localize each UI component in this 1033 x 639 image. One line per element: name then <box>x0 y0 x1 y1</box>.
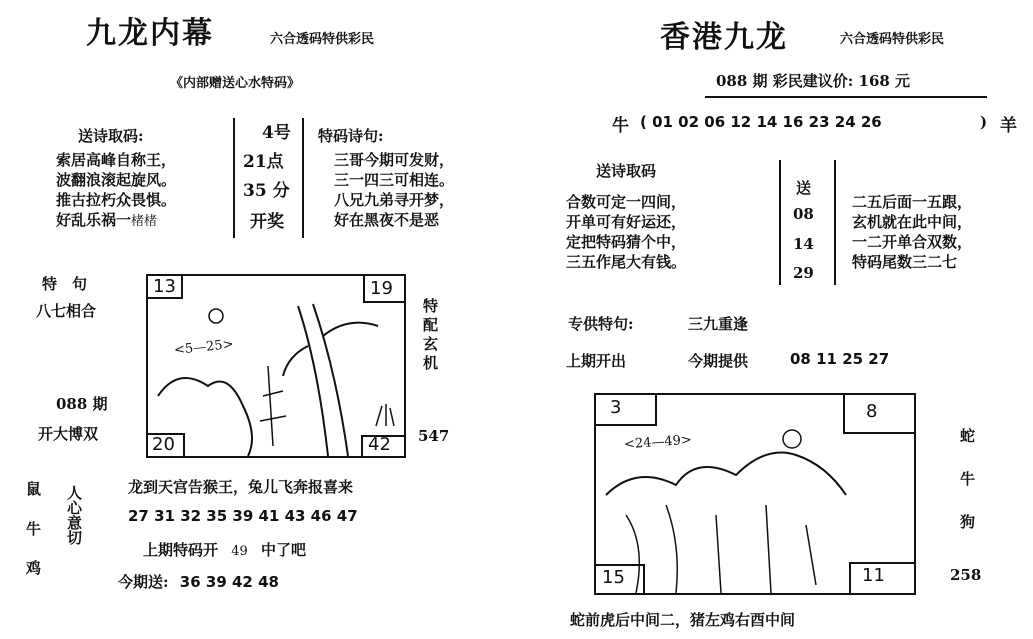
special-poem-line: 三一四三可相连。 <box>334 171 455 189</box>
ox-left: 牛 <box>612 116 629 136</box>
left-poem-line: 推古拉朽众畏惧。 <box>56 191 177 209</box>
zodiac-ox: 牛 <box>26 520 42 538</box>
right-footer: 蛇前虎后中间二，猪左鸡右酉中间 <box>570 611 796 629</box>
left-side-vertical: 特配玄机 <box>421 298 439 374</box>
today-label: 今期送: <box>118 573 169 591</box>
send-box-number: 29 <box>793 264 814 282</box>
send-box-number: 14 <box>793 235 814 253</box>
left-numbers: 27 31 32 35 39 41 43 46 47 <box>128 507 358 525</box>
right-sketch <box>594 393 916 595</box>
zodiac-rooster: 鸡 <box>26 559 42 577</box>
dragon-line: 龙到天宫告猴王，兔儿飞奔报喜来 <box>128 478 354 496</box>
draw-date: 4号 <box>262 123 291 143</box>
special-phrase: 八七相合 <box>36 302 97 320</box>
last-issue <box>143 539 306 560</box>
right-today-label: 今期提供 <box>688 352 749 370</box>
draw-open: 开奖 <box>250 212 284 232</box>
today-numbers: 36 39 42 48 <box>179 573 279 591</box>
special-poem-line: 八兄九弟寻开梦， <box>334 191 455 209</box>
left-side-number: 547 <box>418 427 450 445</box>
heart-label: 人心意切 <box>65 485 83 545</box>
special-poem-line: 好在黑夜不是恶 <box>334 211 440 229</box>
left-issue-result: 开大博双 <box>38 425 99 443</box>
right-title: 香港九龙 <box>660 20 788 55</box>
send-box-number: 08 <box>793 205 814 223</box>
zodiac-ox: 牛 <box>960 470 976 488</box>
zodiac-dog: 狗 <box>960 513 976 531</box>
sketch-number: 8 <box>866 401 878 422</box>
sketch-scribble: <24—49> <box>623 432 693 453</box>
sketch-number: 20 <box>152 434 175 455</box>
left-tagline: 六合透码特供彩民 <box>270 32 375 47</box>
zodiac-snake: 蛇 <box>960 427 976 445</box>
draw-hour: 21点 <box>243 152 284 172</box>
special-phrase-label: 特 句 <box>42 275 88 293</box>
sketch-number: 42 <box>368 434 391 455</box>
special-poem-label: 特码诗句: <box>318 127 384 145</box>
right-poem-label: 送诗取码 <box>596 162 657 180</box>
price-line: 088 期 彩民建议价: 168 元 <box>716 72 911 90</box>
right-last-label: 上期开出 <box>566 352 627 370</box>
right-sketch-drawing <box>596 395 914 593</box>
right-poem-line: 合数可定一四间， <box>566 193 687 211</box>
last-issue-label: 上期特码开 <box>143 541 219 559</box>
sketch-number: 15 <box>602 567 625 588</box>
left-poem-line: 楮楮 <box>131 214 158 229</box>
right-special-label: 专供特句: <box>568 315 634 333</box>
special-poem <box>334 150 454 230</box>
draw-minute: 35 分 <box>243 181 290 201</box>
special-poem-line: 三哥今期可发财， <box>334 151 455 169</box>
last-issue-number: 49 <box>231 544 248 559</box>
last-issue-suffix: 中了吧 <box>261 541 307 559</box>
sketch-number: 11 <box>862 565 885 586</box>
right-poem-2 <box>852 192 972 272</box>
left-sketch-drawing <box>148 276 404 456</box>
left-poem-line: 索居高峰自称王， <box>56 151 177 169</box>
left-poem-line: 波翻浪滚起旋风。 <box>56 171 177 189</box>
divider <box>233 118 235 238</box>
right-today-numbers: 08 11 25 27 <box>790 350 890 368</box>
right-tagline: 六合透码特供彩民 <box>840 32 945 47</box>
underline <box>705 96 987 98</box>
ox-close: ) <box>980 113 988 131</box>
right-side-number: 258 <box>950 566 982 584</box>
left-poem-label: 送诗取码: <box>78 127 144 145</box>
today <box>118 571 279 592</box>
left-subtitle: 《内部赠送心水特码》 <box>170 76 301 91</box>
left-sketch <box>146 274 406 458</box>
right-poem-line: 三五作尾大有钱。 <box>566 253 687 271</box>
divider <box>302 118 304 238</box>
left-issue: 088 期 <box>56 395 108 413</box>
right-poem-line: 定把特码猜个中， <box>566 233 687 251</box>
divider <box>779 160 781 285</box>
sketch-number: 13 <box>153 276 176 297</box>
left-poem <box>56 150 176 232</box>
sketch-number: 3 <box>610 397 622 418</box>
ox-numbers: ( 01 02 06 12 14 16 23 24 26 <box>640 113 882 131</box>
right-poem-2-line: 二五后面一五跟， <box>852 193 973 211</box>
left-poem-line: 好乱乐祸一 <box>56 211 132 229</box>
send-box-label: 送 <box>796 179 812 197</box>
right-poem <box>566 192 686 272</box>
right-poem-2-line: 玄机就在此中间， <box>852 213 973 231</box>
left-title: 九龙内幕 <box>86 16 214 51</box>
right-poem-line: 开单可有好运还， <box>566 213 687 231</box>
sketch-number: 19 <box>370 278 393 299</box>
zodiac-rat: 鼠 <box>26 480 42 498</box>
right-poem-2-line: 特码尾数三二七 <box>852 253 958 271</box>
sheep: 羊 <box>1000 116 1017 136</box>
divider <box>834 160 836 285</box>
sketch-scribble: <5—25> <box>173 336 235 359</box>
right-poem-2-line: 一二开单合双数， <box>852 233 973 251</box>
right-special-text: 三九重逢 <box>688 315 749 333</box>
